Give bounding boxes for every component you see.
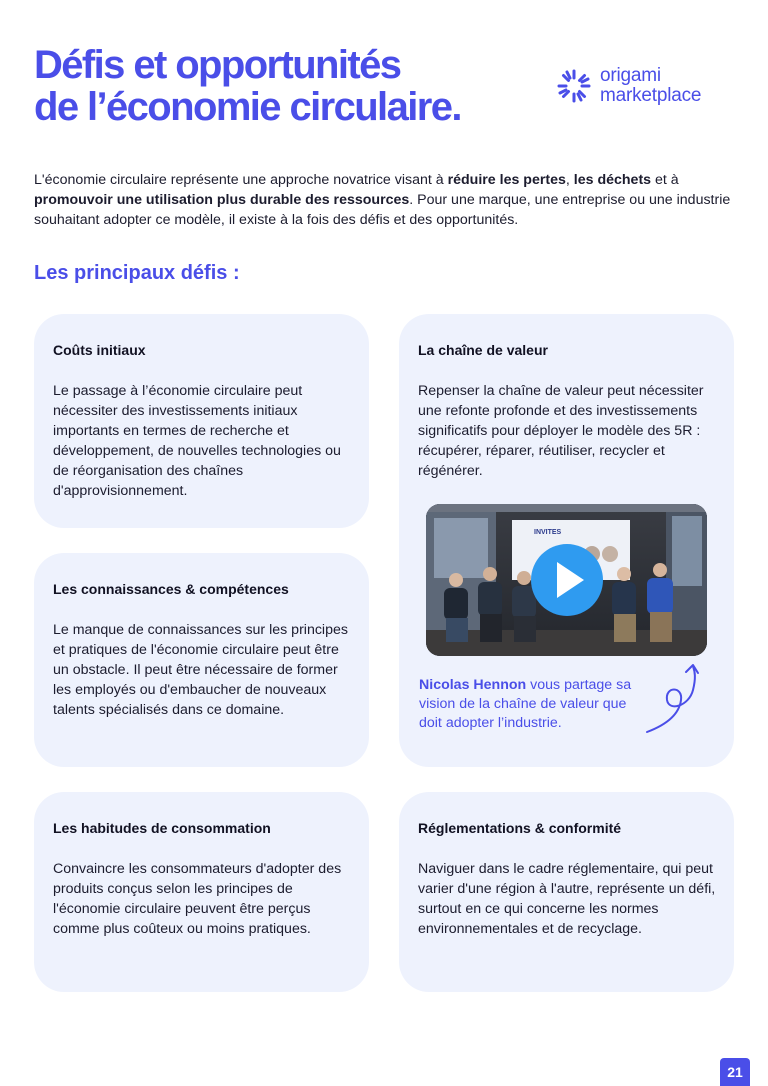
curly-arrow-icon	[643, 660, 703, 736]
card-reglementations-conformite	[399, 792, 734, 992]
intro-paragraph	[34, 170, 734, 230]
screen-label: INVITES	[534, 529, 562, 536]
speaker-name: Nicolas Hennon	[419, 677, 527, 693]
intro-bold-1: réduire les pertes	[447, 172, 566, 188]
card-body: Convaincre les consommateurs d'adopter des produits conçus selon les principes de l'économie circulaire peuvent être perçus comme plus coûteux ou moins pratiques.	[53, 861, 342, 937]
origami-logo-icon	[556, 68, 592, 104]
logo-line-2: marketplace	[600, 85, 702, 106]
card-title: Réglementations & conformité	[418, 820, 622, 836]
card-body: Le passage à l’économie circulaire peut nécessiter des investissements initiaux importants en termes de recherche et développement, de nouvelles technologies ou de réorganisation des chaînes d'approvisionnement.	[53, 383, 341, 499]
video-caption	[419, 676, 649, 733]
logo-wordmark	[600, 66, 701, 106]
intro-bold-2: les déchets	[573, 172, 652, 188]
card-body: Le manque de connaissances sur les principes et pratiques de l'économie circulaire peut être un obstacle. Il peut être nécessaire de former les employés ou d'embaucher de nouveaux talents spécialisés dans ce domaine.	[53, 622, 348, 718]
card-title: Les connaissances & compétences	[53, 581, 289, 597]
video-thumbnail[interactable]	[426, 504, 707, 656]
card-habitudes-consommation	[34, 792, 369, 992]
origami-marketplace-logo[interactable]	[556, 66, 701, 106]
logo-line-1: origami	[600, 65, 661, 86]
intro-text-3: et à	[651, 172, 679, 188]
card-chaine-de-valeur	[399, 314, 734, 767]
caption-text: vous partage sa vision de la chaîne de valeur que doit adopter l’industrie.	[419, 677, 632, 731]
card-title: Les habitudes de consommation	[53, 820, 271, 836]
intro-text-2: ,	[565, 172, 574, 188]
page-title-line-2: de l’économie circulaire.	[34, 85, 461, 129]
page-number: 21	[720, 1058, 750, 1086]
page-title-line-1: Défis et opportunités	[34, 43, 401, 87]
card-body: Naviguer dans le cadre réglementaire, qui peut varier d'une région à l'autre, représente un défi, surtout en ce qui concerne les normes environnementales et de recyclage.	[418, 861, 716, 937]
card-couts-initiaux	[34, 314, 369, 528]
intro-text-1: L'économie circulaire représente une approche novatrice visant à	[34, 172, 448, 188]
intro-text-4: . Pour une marque, une entreprise ou une industrie souhaitant adopter ce modèle, il existe à la fois des défis et des opportunités.	[34, 192, 731, 228]
video-scene	[426, 504, 707, 656]
card-connaissances-competences	[34, 553, 369, 767]
card-title: La chaîne de valeur	[418, 342, 548, 358]
card-title: Coûts initiaux	[53, 342, 146, 358]
intro-bold-3: promouvoir une utilisation plus durable des ressources	[34, 192, 410, 208]
page-title	[34, 44, 504, 128]
section-title: Les principaux défis :	[34, 262, 240, 284]
card-body: Repenser la chaîne de valeur peut nécessiter une refonte profonde et des investissements significatifs pour déployer le modèle des 5R : récupérer, réparer, réutiliser, recycler et régénérer.	[418, 383, 704, 479]
